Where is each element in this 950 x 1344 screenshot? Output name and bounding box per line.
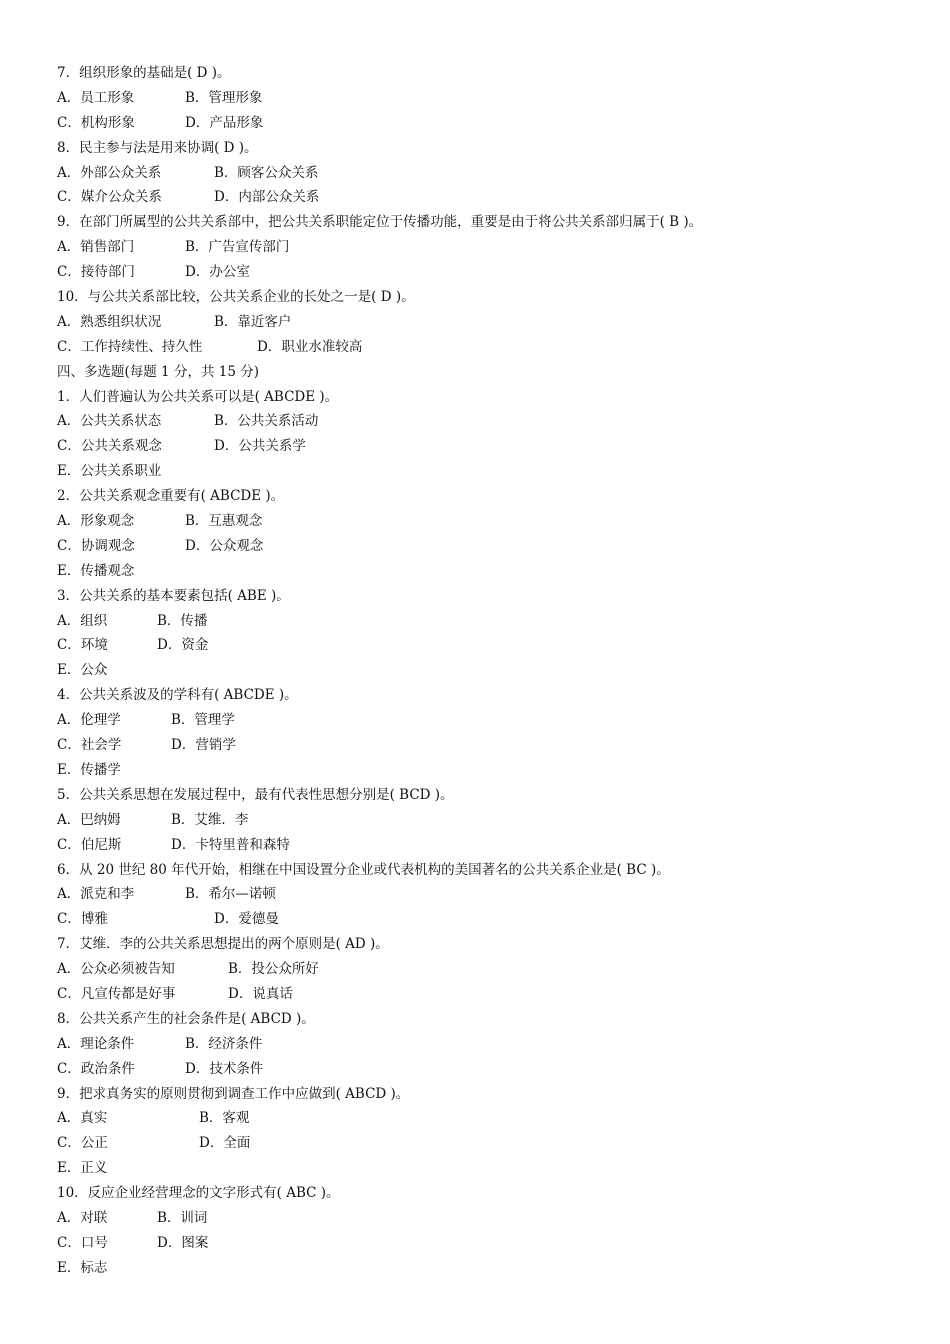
option-item: A．公众必须被告知: [57, 961, 175, 978]
option-row: [57, 1131, 917, 1156]
option-row: [57, 185, 917, 210]
question-line: 2．公共关系观念重要有( ABCDE )。: [57, 488, 285, 505]
question-line: 8．公共关系产生的社会条件是( ABCD )。: [57, 1010, 315, 1027]
option-row: [57, 235, 917, 260]
option-row: [57, 260, 917, 285]
option-row: [57, 534, 917, 559]
option-row: [57, 758, 917, 783]
option-item: C．政治条件: [57, 1060, 135, 1077]
option-item: D．图案: [157, 1234, 209, 1251]
question-line: 9．把求真务实的原则贯彻到调查工作中应做到( ABCD )。: [57, 1085, 410, 1102]
option-item: A．巴纳姆: [57, 811, 121, 828]
question-line: 四、多选题(每题 1 分，共 15 分): [57, 363, 259, 380]
option-item: E．公共关系职业: [57, 463, 162, 480]
option-row: [57, 434, 917, 459]
option-item: A．熟悉组织状况: [57, 313, 162, 330]
option-item: A．对联: [57, 1209, 108, 1226]
option-row: [57, 808, 917, 833]
option-item: D．营销学: [171, 737, 236, 754]
option-item: A．形象观念: [57, 513, 135, 530]
option-item: B．训词: [157, 1209, 208, 1226]
option-item: E．标志: [57, 1259, 108, 1276]
option-item: E．公众: [57, 662, 108, 679]
document-page: [57, 61, 917, 1281]
option-row: [57, 982, 917, 1007]
option-row: [57, 1032, 917, 1057]
option-item: A．真实: [57, 1110, 108, 1127]
option-item: C．博雅: [57, 911, 108, 928]
option-item: C．协调观念: [57, 537, 135, 554]
option-item: A．组织: [57, 612, 108, 629]
option-item: B．经济条件: [185, 1035, 263, 1052]
option-item: C．媒介公众关系: [57, 189, 162, 206]
option-item: A．公共关系状态: [57, 413, 162, 430]
option-row: [57, 111, 917, 136]
question-line: 7．艾维．李的公共关系思想提出的两个原则是( AD )。: [57, 936, 389, 953]
question-line: 4．公共关系波及的学科有( ABCDE )。: [57, 687, 298, 704]
option-row: [57, 459, 917, 484]
option-item: B．传播: [157, 612, 208, 629]
option-item: B．互惠观念: [185, 513, 263, 530]
question-line: 7．组织形象的基础是( D )。: [57, 65, 231, 81]
option-item: B．靠近客户: [214, 313, 292, 330]
option-item: B．客观: [199, 1110, 250, 1127]
option-item: A．理论条件: [57, 1035, 135, 1052]
option-item: C．公共关系观念: [57, 438, 162, 455]
option-row: [57, 161, 917, 186]
option-row: [57, 1256, 917, 1281]
option-row: [57, 708, 917, 733]
question-line: 8．民主参与法是用来协调( D )。: [57, 139, 258, 156]
option-row: [57, 310, 917, 335]
option-item: A．销售部门: [57, 239, 135, 256]
option-item: D．技术条件: [185, 1060, 264, 1077]
option-item: A．员工形象: [57, 89, 135, 106]
option-row: [57, 1231, 917, 1256]
option-item: D．产品形象: [185, 114, 264, 131]
option-item: B．广告宣传部门: [185, 239, 290, 256]
option-item: C．社会学: [57, 737, 122, 754]
option-row: [57, 1206, 917, 1231]
question-line: 10．反应企业经营理念的文字形式有( ABC )。: [57, 1185, 340, 1202]
option-item: C．口号: [57, 1234, 108, 1251]
option-item: D．爱德曼: [214, 911, 279, 928]
option-item: B．艾维．李: [171, 811, 249, 828]
question-line: 10．与公共关系部比较，公共关系企业的长处之一是( D )。: [57, 289, 415, 306]
question-line: 6．从 20 世纪 80 年代开始，相继在中国设置分企业或代表机构的美国著名的公共关系企业是( BC )。: [57, 861, 670, 878]
question-line: 5．公共关系思想在发展过程中，最有代表性思想分别是( BCD )。: [57, 786, 454, 803]
option-item: E．传播观念: [57, 562, 135, 579]
option-item: C．环境: [57, 637, 108, 654]
option-item: C．伯尼斯: [57, 836, 122, 853]
question-line: 9．在部门所属型的公共关系部中，把公共关系职能定位于传播功能，重要是由于将公共关系部归属于( B )。: [57, 214, 703, 231]
option-item: D．卡特里普和森特: [171, 836, 290, 853]
option-item: A．外部公众关系: [57, 164, 162, 181]
option-item: D．办公室: [185, 264, 250, 281]
option-row: [57, 335, 917, 360]
option-item: D．公共关系学: [214, 438, 306, 455]
option-item: B．管理形象: [185, 89, 263, 106]
option-row: [57, 1106, 917, 1131]
option-item: C．公正: [57, 1135, 108, 1152]
option-item: D．公众观念: [185, 537, 264, 554]
option-item: E．传播学: [57, 761, 121, 778]
option-row: [57, 1156, 917, 1181]
option-item: D．内部公众关系: [214, 189, 320, 206]
option-item: D．资金: [157, 637, 209, 654]
option-item: B．希尔—诺顿: [185, 886, 276, 903]
option-item: E．正义: [57, 1160, 108, 1177]
option-row: [57, 907, 917, 932]
option-item: B．顾客公众关系: [214, 164, 319, 181]
option-row: [57, 1057, 917, 1082]
option-row: [57, 957, 917, 982]
option-row: [57, 86, 917, 111]
option-row: [57, 658, 917, 683]
option-item: D．全面: [199, 1135, 251, 1152]
option-row: [57, 833, 917, 858]
option-item: B．公共关系活动: [214, 413, 319, 430]
option-item: C．接待部门: [57, 264, 135, 281]
option-row: [57, 409, 917, 434]
option-row: [57, 509, 917, 534]
option-row: [57, 609, 917, 634]
option-row: [57, 559, 917, 584]
option-item: B．管理学: [171, 712, 235, 729]
option-item: A．派克和李: [57, 886, 135, 903]
option-item: B．投公众所好: [228, 961, 319, 978]
option-item: C．凡宣传都是好事: [57, 985, 176, 1002]
option-item: D．职业水准较高: [257, 338, 363, 355]
option-item: A．伦理学: [57, 712, 121, 729]
question-line: 3．公共关系的基本要素包括( ABE )。: [57, 587, 290, 604]
option-row: [57, 633, 917, 658]
question-line: 1．人们普遍认为公共关系可以是( ABCDE )。: [57, 388, 339, 405]
option-item: D．说真话: [228, 985, 293, 1002]
option-item: C．工作持续性、持久性: [57, 338, 203, 355]
option-row: [57, 733, 917, 758]
option-item: C．机构形象: [57, 114, 135, 131]
option-row: [57, 882, 917, 907]
